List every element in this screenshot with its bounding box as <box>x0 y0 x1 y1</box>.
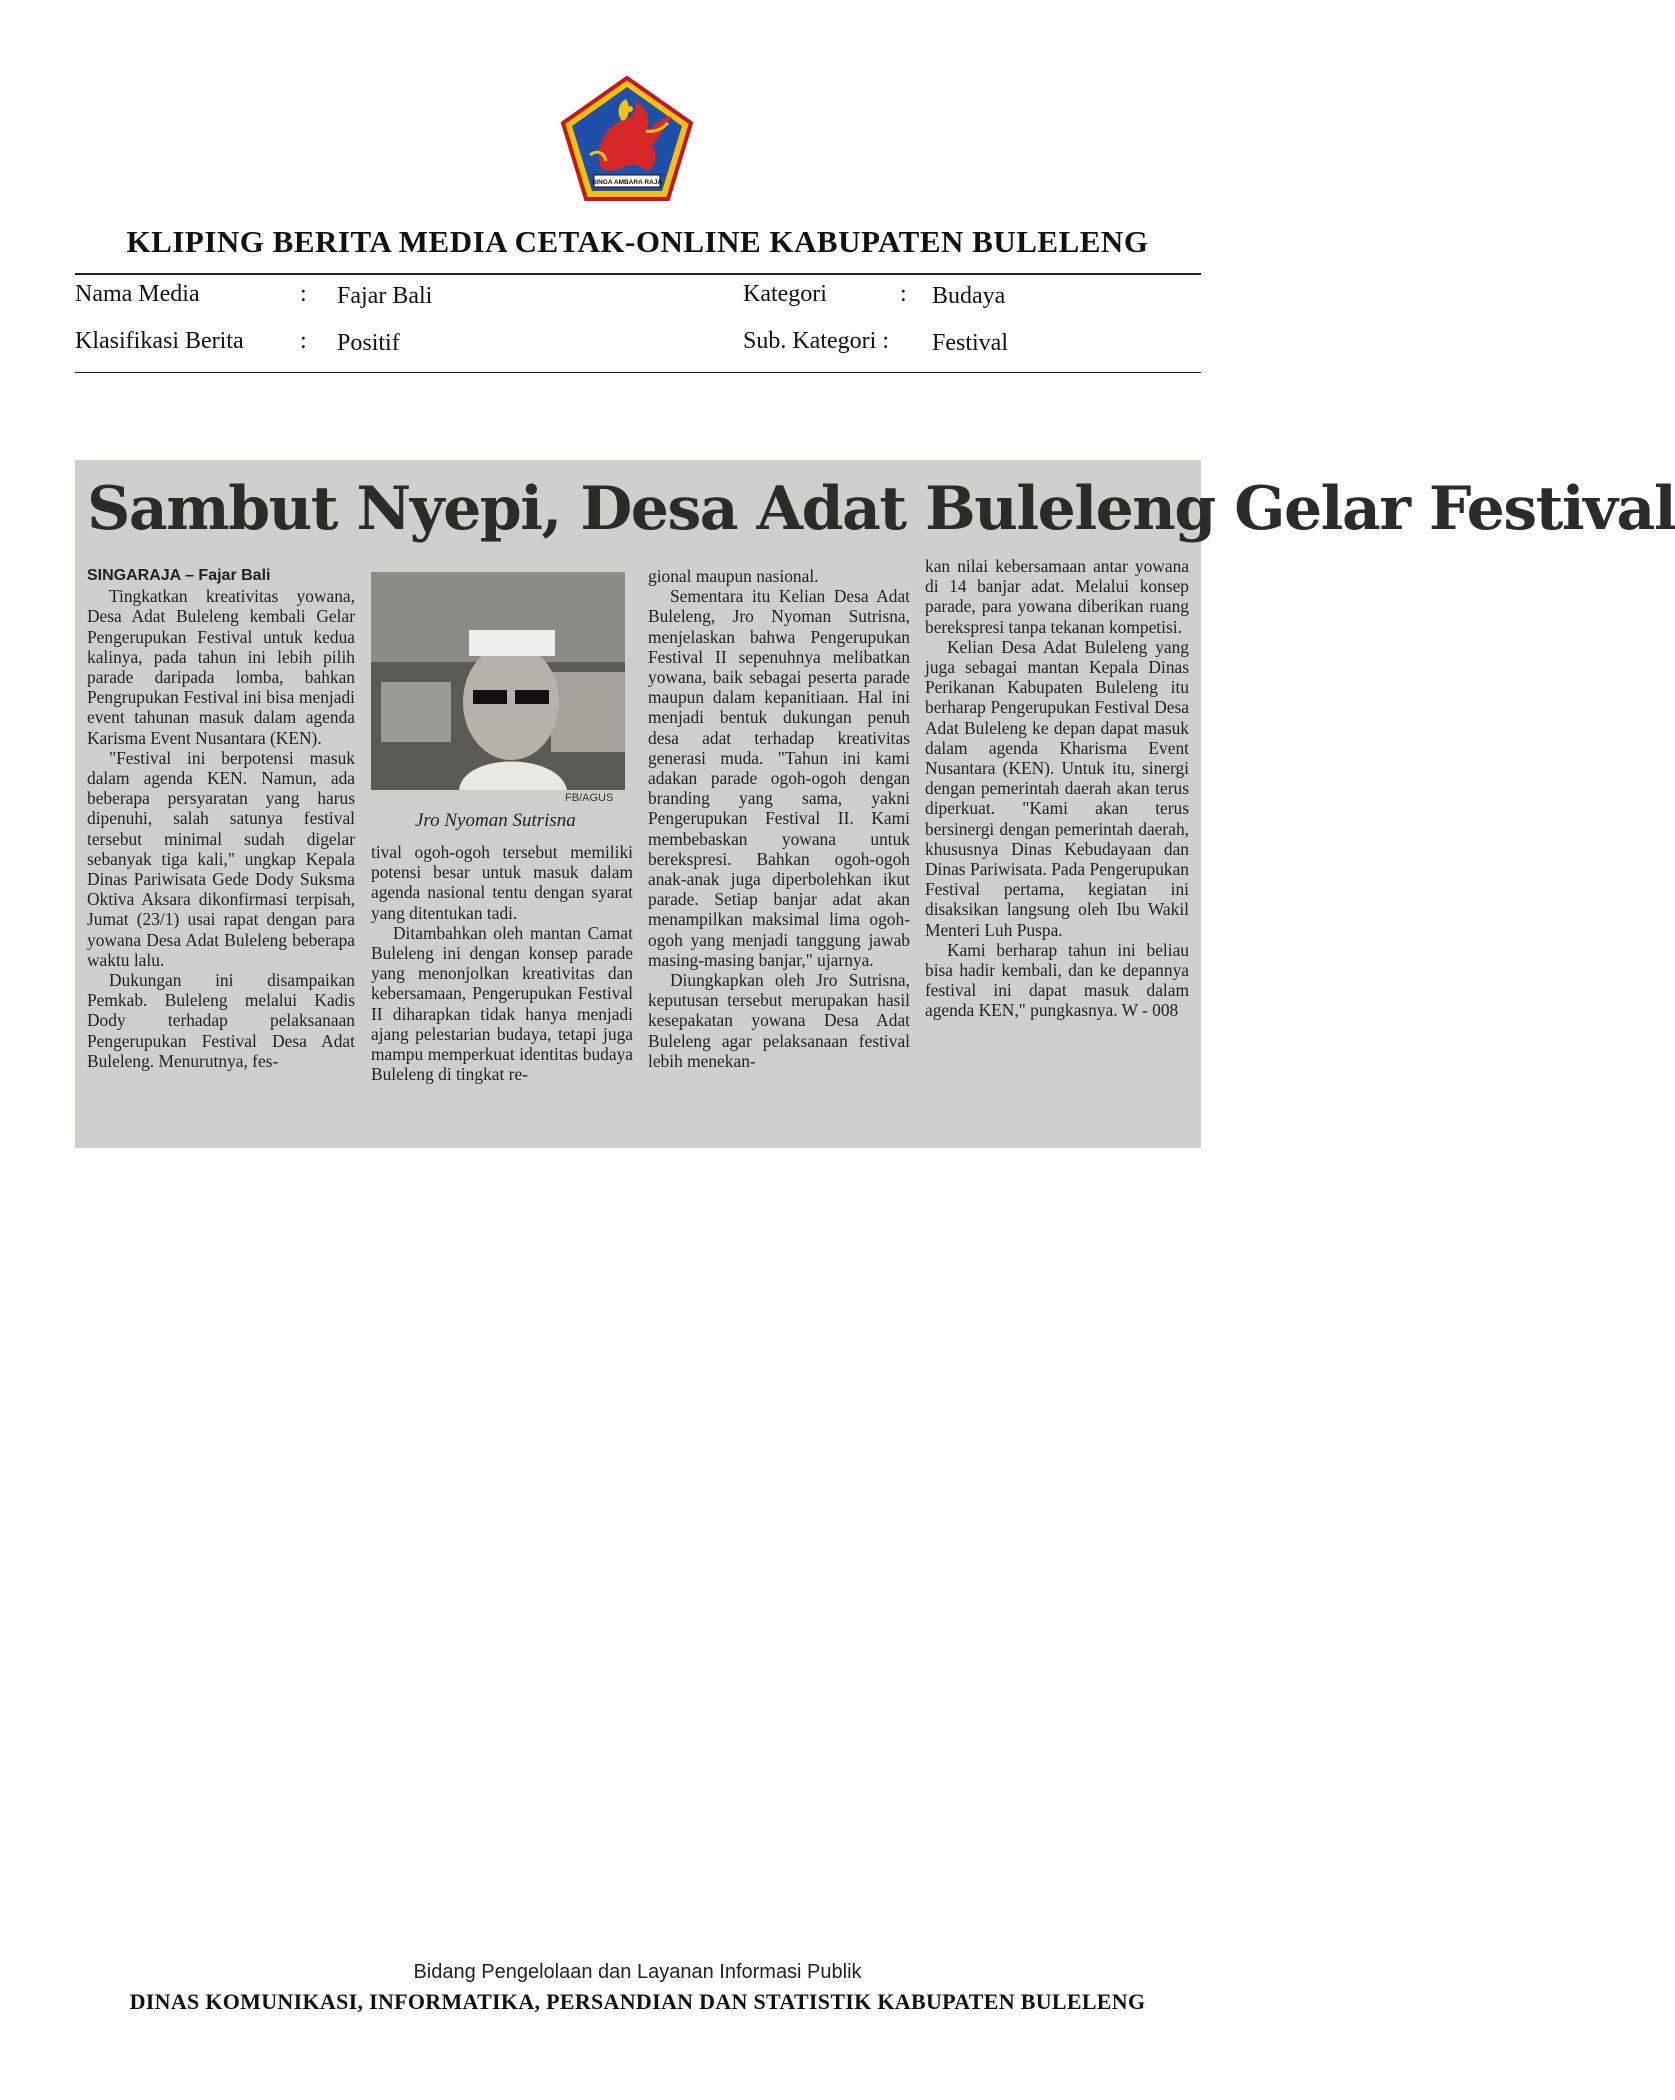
subkategori-value: Festival <box>932 330 1008 356</box>
media-label: Nama Media <box>75 281 200 307</box>
col2-paragraph-2: Ditambahkan oleh mantan Camat Buleleng ini dengan konsep parade yang menonjolkan kreativitas dan kebersamaan, Pengerupukan Festival II diharapkan tidak hanya menjadi ajang pelestarian budaya, tetapi juga mampu memperkuat identitas budaya Buleleng di tingkat re- <box>371 922 633 1085</box>
media-value: Fajar Bali <box>337 283 433 309</box>
article-byline: SINGARAJA – Fajar Bali <box>87 567 271 584</box>
col1-paragraph-1: Tingkatkan kreativitas yowana, Desa Adat Buleleng kembali Gelar Pengerupukan Festival untuk kedua kalinya, pada tahun ini lebih pilih parade daripada lomba, bahkan Pengrupukan Festival ini bisa menjadi event tahunan masuk dalam agenda Karisma Event Nusantara (KEN). <box>87 586 355 748</box>
col1-paragraph-2: "Festival ini berpotensi masuk dalam agenda KEN. Namun, ada beberapa persyaratan yang harus dipenuhi, salah satunya festival tersebut minimal sudah digelar sebanyak tiga kali," ungkap Kepala Dinas Pariwisata Gede Dody Suksma Oktiva Aksara dikonfirmasi terpisah, Jumat (23/1) usai rapat dengan para yowana Desa Adat Buleleng beberapa waktu lalu. <box>87 747 355 970</box>
subkategori-label: Sub. Kategori : <box>743 328 889 354</box>
footer-agency: DINAS KOMUNIKASI, INFORMATIKA, PERSANDIAN DAN STATISTIK KABUPATEN BULELENG <box>129 1989 1146 2014</box>
buleleng-logo <box>560 75 694 202</box>
title-divider <box>75 273 1201 275</box>
kategori-colon: : <box>900 281 907 307</box>
photo-illustration <box>371 572 625 790</box>
col3-paragraph-1: gional maupun nasional. <box>648 566 819 586</box>
article-headline: Sambut Nyepi, Desa Adat Buleleng Gelar Festival <box>87 474 1675 544</box>
article-column-2 <box>371 842 633 1084</box>
col1-paragraph-3: Dukungan ini disampaikan Pemkab. Buleleng melalui Kadis Dody terhadap pelaksanaan Pengerupukan Festival Desa Adat Buleleng. Menurutnya, fes- <box>87 970 355 1071</box>
klasifikasi-label: Klasifikasi Berita <box>75 328 244 354</box>
logo-motto: SINGA AMBARA RAJA <box>591 179 663 186</box>
page-title: KLIPING BERITA MEDIA CETAK-ONLINE KABUPATEN BULELENG <box>126 224 1149 259</box>
meta-divider <box>75 372 1201 373</box>
newspaper-clipping <box>75 460 1675 1148</box>
photo-credit: FB/AGUS <box>565 792 614 804</box>
col3-paragraph-2: Sementara itu Kelian Desa Adat Buleleng, Jro Nyoman Sutrisna, menjelaskan bahwa Pengerupukan Festival II sepenuhnya melibatkan yowana, baik sebagai peserta parade maupun dalam kepanitiaan. Hal ini menjadi bentuk dukungan penuh desa adat terhadap kreativitas generasi muda. "Tahun ini kami adakan parade ogoh-ogoh dengan branding yang sama, yakni Pengerupukan Festival II. Kami membebaskan yowana untuk berekspresi. Bahkan ogoh-ogoh anak-anak juga diperbolehkan ikut parade. Setiap banjar adat akan menampilkan maksimal lima ogoh-ogoh yang menjadi tanggung jawab masing-masing banjar," ujarnya. <box>648 586 910 970</box>
klasifikasi-colon: : <box>300 328 307 354</box>
col4-paragraph-1: kan nilai kebersamaan antar yowana di 14 banjar adat. Melalui konsep parade, para yowana diberikan ruang berekspresi tanpa tekanan kompetisi. <box>925 556 1189 637</box>
article-column-4 <box>925 556 1189 1021</box>
article-photo <box>371 572 625 790</box>
article-column-3 <box>648 566 910 1071</box>
col3-paragraph-3: Diungkapkan oleh Jro Sutrisna, keputusan tersebut merupakan hasil kesepakatan yowana Desa Adat Buleleng agar pelaksanaan festival lebih menekan- <box>648 970 910 1071</box>
col4-paragraph-3: Kami berharap tahun ini beliau bisa hadir kembali, dan ke depannya festival ini dapat masuk dalam agenda KEN," pungkasnya. W - 008 <box>925 939 1189 1021</box>
article-column-1 <box>87 566 355 1071</box>
photo-caption: Jro Nyoman Sutrisna <box>415 810 576 831</box>
col2-paragraph-1: tival ogoh-ogoh tersebut memiliki potensi besar untuk masuk dalam agenda nasional tentu dengan syarat yang ditentukan tadi. <box>371 842 633 923</box>
klasifikasi-value: Positif <box>337 330 400 356</box>
kategori-label: Kategori <box>743 281 827 307</box>
col4-paragraph-2: Kelian Desa Adat Buleleng yang juga sebagai mantan Kepala Dinas Perikanan Kabupaten Buleleng itu berharap Pengerupukan Festival Desa Adat Buleleng ke depan dapat masuk dalam agenda Kharisma Event Nusantara (KEN). Untuk itu, sinergi dengan pemerintah daerah akan terus diperkuat. "Kami akan terus bersinergi dengan pemerintah daerah, khususnya Dinas Kebudayaan dan Dinas Pariwisata. Pada Pengerupukan Festival pertama, kegiatan ini disaksikan langsung oleh Ibu Wakil Menteri Luh Puspa. <box>925 636 1189 940</box>
media-colon: : <box>300 281 307 307</box>
footer-department: Bidang Pengelolaan dan Layanan Informasi Publik <box>413 1961 862 1983</box>
kategori-value: Budaya <box>932 283 1006 309</box>
